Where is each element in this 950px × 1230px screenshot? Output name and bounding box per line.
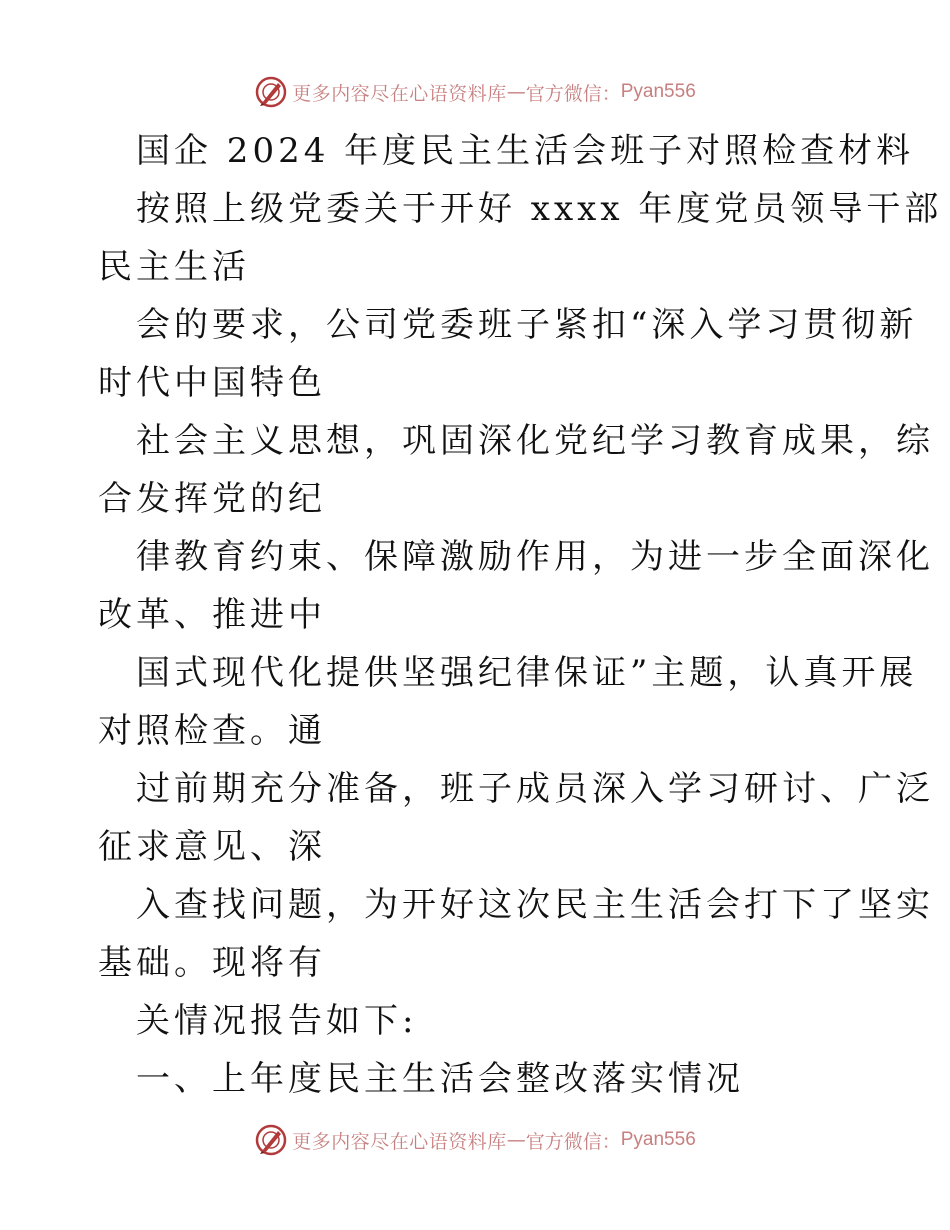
paragraph-line: 过前期充分准备，班子成员深入学习研讨、广泛 bbox=[136, 769, 934, 809]
watermark-sub-text: 官方微信： bbox=[525, 1130, 621, 1153]
watermark-separator: — bbox=[506, 1129, 526, 1151]
paragraph-line: 对照检查。通 bbox=[98, 711, 326, 751]
paragraph-line: 时代中国特色 bbox=[98, 363, 326, 403]
paragraph-line: 基础。现将有 bbox=[98, 943, 326, 983]
watermark-wechat-id: Pyan556 bbox=[620, 81, 696, 102]
paragraph-line: 关情况报告如下: bbox=[136, 1001, 418, 1041]
paragraph-line: 国式现代化提供坚强纪律保证”主题，认真开展 bbox=[136, 653, 918, 693]
watermark-footer bbox=[0, 1120, 950, 1160]
section-heading: 一、上年度民主生活会整改落实情况 bbox=[136, 1059, 744, 1099]
document-body bbox=[98, 122, 943, 1108]
paragraph-line: 征求意见、深 bbox=[98, 827, 326, 867]
paragraph-line: 社会主义思想，巩固深化党纪学习教育成果，综 bbox=[136, 421, 934, 461]
watermark-main-text: 更多内容尽在心语资料库 bbox=[292, 82, 507, 105]
paragraph-line: 改革、推进中 bbox=[98, 595, 326, 635]
pen-logo-icon bbox=[254, 1123, 288, 1157]
watermark-sub-text: 官方微信： bbox=[525, 82, 621, 105]
paragraph-line: 律教育约束、保障激励作用，为进一步全面深化 bbox=[136, 537, 934, 577]
watermark-separator: — bbox=[506, 81, 526, 103]
paragraph-line: 合发挥党的纪 bbox=[98, 479, 326, 519]
paragraph-line: 民主生活 bbox=[98, 247, 250, 287]
paragraph-line: 按照上级党委关于开好 xxxx 年度党员领导干部 bbox=[136, 189, 943, 229]
watermark-header bbox=[0, 72, 950, 112]
watermark-wechat-id: Pyan556 bbox=[620, 1129, 696, 1150]
paragraph-line: 入查找问题，为开好这次民主生活会打下了坚实 bbox=[136, 885, 934, 925]
watermark-main-text: 更多内容尽在心语资料库 bbox=[292, 1130, 507, 1153]
pen-logo-icon bbox=[254, 75, 288, 109]
document-title: 国企 2024 年度民主生活会班子对照检查材料 bbox=[136, 131, 915, 171]
paragraph-line: 会的要求，公司党委班子紧扣“深入学习贯彻新 bbox=[136, 305, 918, 345]
